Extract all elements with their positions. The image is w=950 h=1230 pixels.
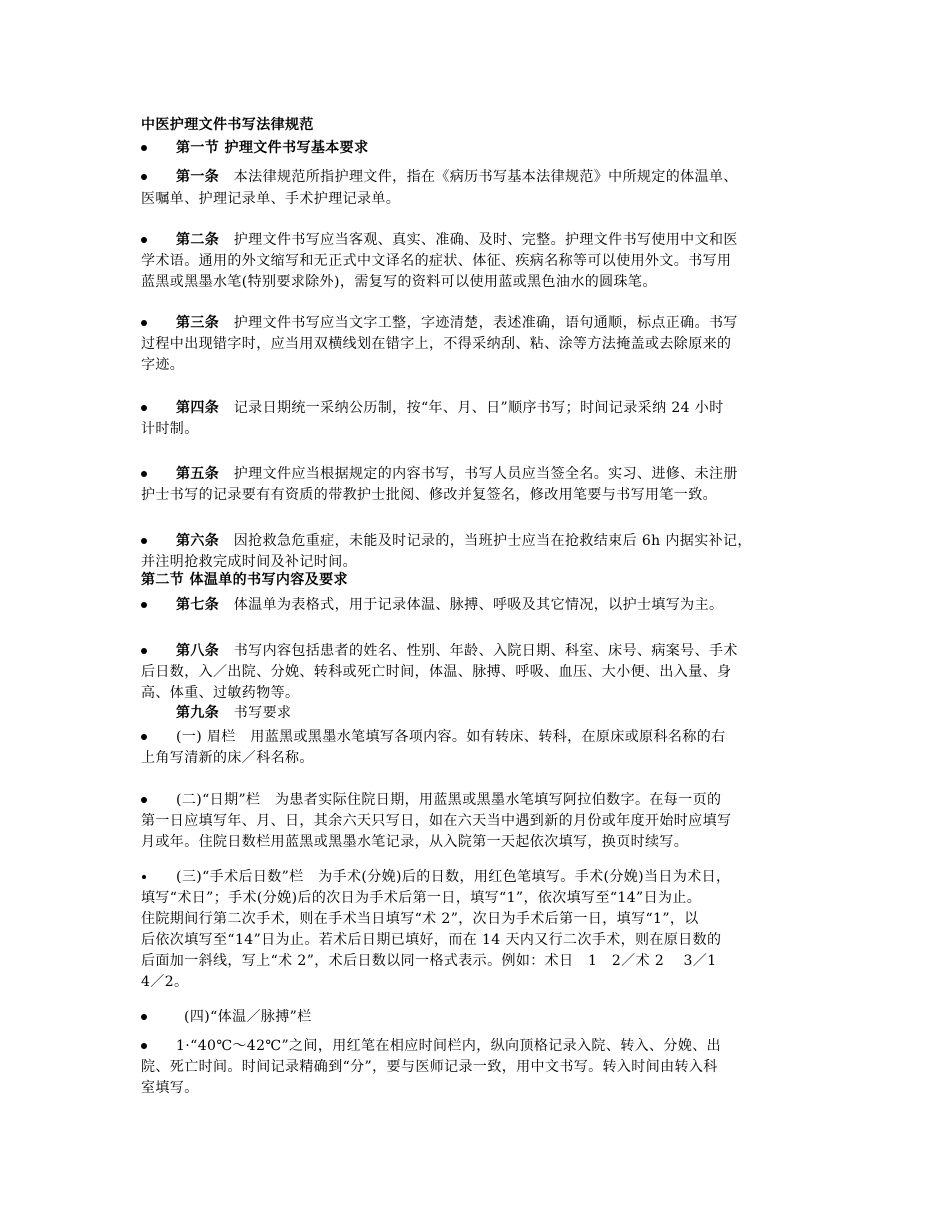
article-2-line-2: 学术语。通用的外文缩写和无正式中文译名的症状、体征、疾病名称等可以使用外文。书写用 [141,253,732,269]
document-title: 中医护理文件书写法律规范 [141,117,314,133]
article-2-label: 第二条 [176,232,220,248]
article-7-line-1 [176,595,723,615]
section-1-heading: 第一节 护理文件书写基本要求 [176,140,369,156]
article-3-label: 第三条 [176,315,220,331]
article-6-line-2: 并注明抢救完成时间及补记时间。 [141,554,357,570]
article-4-label: 第四条 [176,400,220,416]
item-3-line-6: 4／2。 [141,974,189,990]
item-2-line-2: 第一日应填写年、月、日，其余六天只写日，如在六天当中遇到新的月份或年度开始时应填写 [141,813,732,829]
article-7-text: 体温单为表格式，用于记录体温、脉搏、呼吸及其它情况，以护士填写为主。 [233,597,724,613]
item-2-line-3: 月或年。住院日数栏用蓝黑或黑墨水笔记录，从入院第一天起依次填写，换页时续写。 [141,834,689,850]
article-5-label: 第五条 [176,466,220,482]
article-8-line-2: 后日数，入／出院、分娩、转科或死亡时间，体温、脉搏、呼吸、血压、大小便、出入量、身 [141,664,732,680]
article-6-line-1 [176,531,752,551]
item-3-line-3: 住院期间行第二次手术，则在手术当日填写“术 2”，次日为手术后第一日，填写“1”，以 [141,911,699,927]
article-4-text: 记录日期统一采纳公历制，按“年、月、日”顺序书写；时间记录采纳 24 小时 [233,400,724,416]
article-6-text: 因抢救急危重症，未能及时记录的，当班护士应当在抢救结束后 6h 内据实补记， [233,533,752,549]
bullet [141,797,147,803]
bullet [141,174,147,180]
article-6-label: 第六条 [176,533,220,549]
item-3-line-4: 后依次填写至“14”日为止。若术后日期已填好，而在 14 天内又行二次手术，则在原日数的 [141,932,722,948]
bullet [141,237,147,243]
article-5-text: 护理文件应当根据规定的内容书写，书写人员应当签全名。实习、进修、未注册 [233,466,738,482]
item-3-line-1: (三)“手术后日数”栏 为手术(分娩)后的日数，用红色笔填写。手术(分娩)当日为术日， [176,869,731,885]
bullet [141,145,147,151]
article-9-label: 第九条 [176,705,220,721]
article-3-line-1 [176,313,738,333]
item-4-line-1: (四)“体温／脉搏”栏 [184,1009,312,1025]
article-4-line-2: 计时制。 [141,421,199,437]
article-1-line-2: 医嘱单、护理记录单、手术护理记录单。 [141,191,401,207]
article-1-line-1 [176,167,738,187]
article-5-line-1 [176,464,738,484]
item-1-line-2: 上角写清新的床／科名称。 [141,750,314,766]
article-2-line-3: 蓝黑或黑墨水笔(特别要求除外)，需复写的资料可以使用蓝或黑色油水的圆珠笔。 [141,274,657,290]
bullet [141,538,147,544]
article-5-line-2: 护士书写的记录要有有资质的带教护士批阅、修改并复签名，修改用笔要与书写用笔一致。 [141,487,717,503]
item-1-line-1: (一) 眉栏 用蓝黑或黑墨水笔填写各项内容。如有转床、转科，在原床或原科名称的右 [176,729,726,745]
bullet [142,875,146,879]
article-7-label: 第七条 [176,597,220,613]
article-2-line-1 [176,230,738,250]
article-1-text: 本法律规范所指护理文件，指在《病历书写基本法律规范》中所规定的体温单、 [233,169,738,185]
bullet [141,471,147,477]
article-3-line-2: 过程中出现错字时，应当用双横线划在错字上，不得采纳刮、粘、涂等方法掩盖或去除原来的 [141,336,732,352]
bullet [141,405,147,411]
bullet [141,602,147,608]
article-3-line-3: 字迹。 [141,357,185,373]
article-8-line-3: 高、体重、过敏药物等。 [141,685,300,701]
article-4-line-1 [176,398,724,418]
article-8-line-1 [176,641,738,661]
item-5-line-1: 1·“40℃～42℃”之间，用红笔在相应时间栏内，纵向顶格记录入院、转入、分娩、出 [176,1038,722,1054]
article-9-line [176,703,291,723]
bullet [141,648,147,654]
item-5-line-2: 院、死亡时间。时间记录精确到“分”，要与医师记录一致，用中文书写。转入时间由转入科 [141,1059,718,1075]
item-3-line-5: 后面加一斜线，写上“术 2”，术后日数以同一格式表示。例如：术日 1 2／术 2 3／1 [141,953,717,969]
item-3-line-2: 填写“术日”；手术(分娩)后的次日为手术后第一日，填写“1”，依次填写至“14”日为止。 [141,890,702,906]
article-2-text: 护理文件书写应当客观、真实、准确、及时、完整。护理文件书写使用中文和医 [233,232,738,248]
bullet [141,320,147,326]
article-9-text: 书写要求 [233,705,292,721]
bullet [141,1043,147,1049]
item-5-line-3: 室填写。 [141,1080,199,1096]
article-8-text: 书写内容包括患者的姓名、性别、年龄、入院日期、科室、床号、病案号、手术 [233,643,738,659]
bullet [141,734,147,740]
section-2-heading: 第二节 体温单的书写内容及要求 [141,572,348,588]
article-1-label: 第一条 [176,169,220,185]
item-2-line-1: (二)“日期”栏 为患者实际住院日期，用蓝黑或黑墨水笔填写阿拉伯数字。在每一页的 [176,792,722,808]
bullet [141,1014,147,1020]
article-3-text: 护理文件书写应当文字工整，字迹清楚，表述准确，语句通顺，标点正确。书写 [233,315,738,331]
article-8-label: 第八条 [176,643,220,659]
